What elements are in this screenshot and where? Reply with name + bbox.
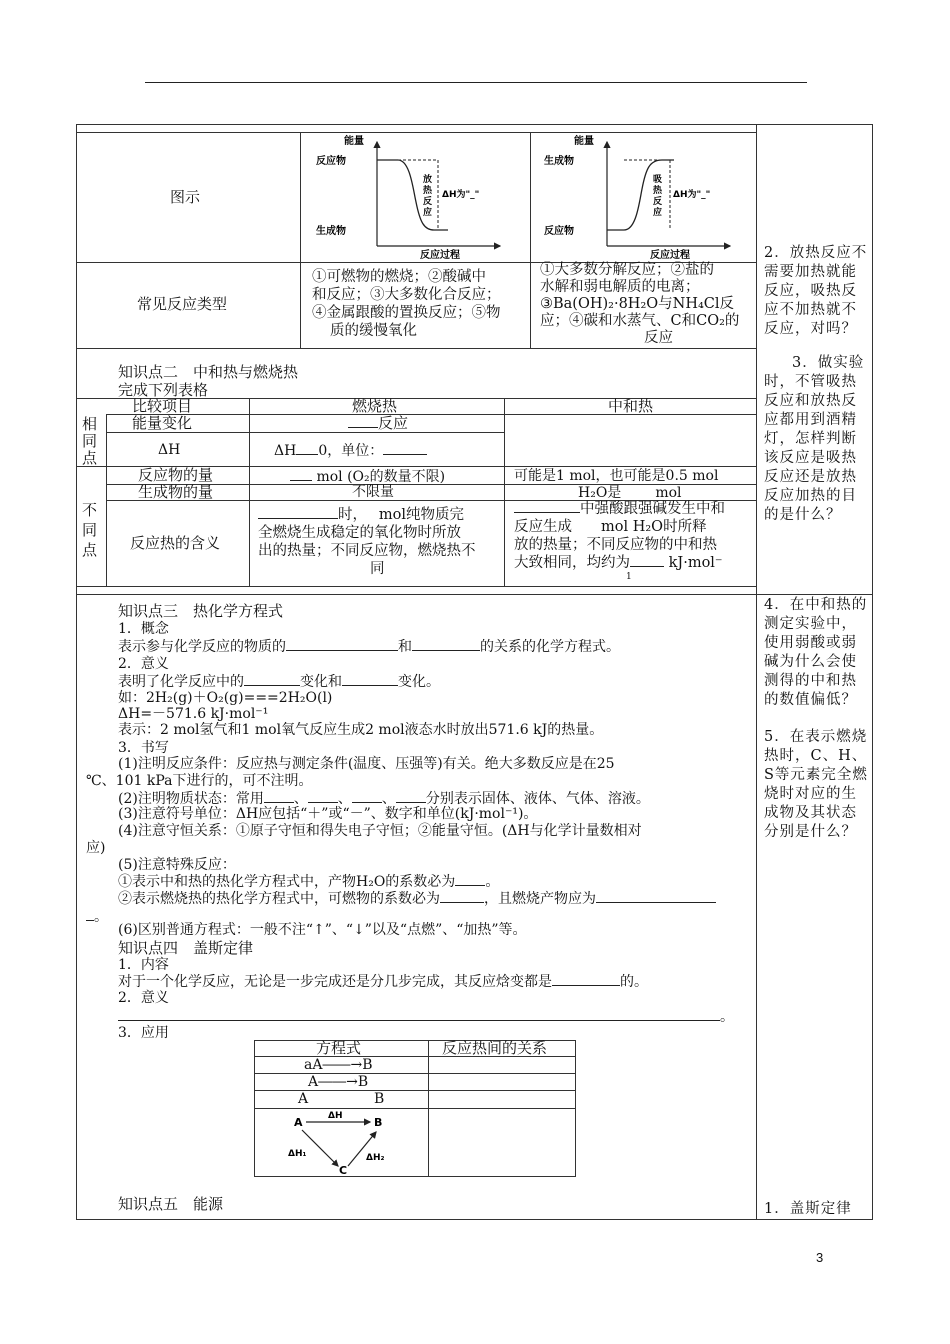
section3-title: 知识点三 热化学方程式 (118, 602, 284, 620)
neutralization-heat-meaning: 中强酸跟强碱发生中和 反应生成 mol H₂O时所释 放的热量；不同反应物的中和热 大致相同，均约为 kJ·mol⁻ 1 (514, 501, 725, 582)
s4-meaning-heading: 2．意义 (118, 990, 169, 1006)
svg-text:热: 热 (653, 186, 663, 196)
exo-delta-h: ΔH为"_" (442, 190, 480, 200)
neutralization-reactant-amount: 可能是1 mol，也可能是0.5 mol (514, 468, 719, 484)
s3-concept-text: 表示参与化学反应的物质的 和 的关系的化学方程式。 (118, 639, 620, 655)
svg-text:ΔH₂: ΔH₂ (366, 1153, 385, 1163)
side-question-4: 4．在中和热的测定实验中，使用弱酸或弱碱为什么会使测得的中和热的数值偏低？ (764, 597, 868, 708)
side-question-5: 5．在表示燃烧热时，C、H、S等元素完全燃烧时对应的生成物及其状态分别是什么？ (764, 729, 868, 840)
page-number: 3 (816, 1250, 824, 1265)
s3-rule-3: (3)注意符号单位：ΔH应包括“＋”或“－”、数字和单位(kJ·mol⁻¹)。 (118, 806, 538, 822)
exothermic-energy-diagram (310, 134, 525, 260)
svg-text:B: B (374, 1116, 383, 1129)
hess-eq-3-b: B (374, 1091, 385, 1107)
s3-concept-heading: 1．概念 (118, 621, 169, 637)
header-combustion-heat: 燃烧热 (352, 397, 398, 415)
section5-title: 知识点五 能源 (118, 1195, 224, 1213)
row-heat-meaning: 反应热的含义 (130, 534, 221, 552)
s3-example-explanation: 表示：2 mol氢气和1 mol氧气反应生成2 mol液态水时放出571.6 kJ的热量。 (118, 722, 604, 738)
svg-text:吸: 吸 (653, 175, 663, 185)
svg-text:A: A (294, 1116, 303, 1129)
combustion-product-amount: 不限量 (352, 484, 394, 500)
svg-text:放: 放 (423, 175, 433, 185)
svg-text:应: 应 (653, 208, 663, 218)
same-points-label: 相同点 (82, 415, 98, 467)
s3-meaning-text: 表明了化学反应中的 变化和 变化。 (118, 674, 440, 690)
exo-bottom-label: 生成物 (316, 226, 346, 237)
section2-title: 知识点二 中和热与燃烧热 (118, 363, 299, 381)
side-column-divider (756, 124, 757, 1220)
combustion-heat-meaning: 时， mol纯物质完 全燃烧生成稳定的氧化物时所放 出的热量；不同反应物，燃烧热不 同 (258, 507, 476, 577)
s4-content-text: 对于一个化学反应，无论是一步完成还是分几步完成，其反应焓变都是 的。 (118, 974, 648, 990)
neutralization-product-amount: H₂O是 mol (578, 485, 682, 501)
side-question-2: 2．放热反应不需要加热就能反应，吸热反应不加热就不反应，对吗？ (764, 245, 868, 337)
section4-title: 知识点四 盖斯定律 (118, 939, 254, 957)
endo-y-axis: 能量 (574, 136, 594, 147)
header-compare-item: 比较项目 (132, 397, 193, 415)
combustion-reactant-amount: mol (O₂的数量不限) (290, 468, 445, 485)
s4-content-heading: 1．内容 (118, 957, 169, 973)
svg-text:应: 应 (423, 208, 433, 218)
hess-header-relation: 反应热间的关系 (442, 1039, 548, 1057)
hess-triangle-diagram (284, 1110, 404, 1176)
svg-text:C: C (339, 1164, 348, 1176)
s3-rule-4: (4)注意守恒关系：①原子守恒和得失电子守恒；②能量守恒。(ΔH与化学计量数相对 (118, 823, 642, 839)
s3-rule-5: (5)注意特殊反应： (118, 857, 236, 873)
s3-rule-6: (6)区别普通方程式：一般不注“↑”、“↓”以及“点燃”、“加热”等。 (118, 922, 527, 938)
svg-text:ΔH₁: ΔH₁ (288, 1149, 307, 1159)
s3-meaning-heading: 2．意义 (118, 656, 169, 672)
row-energy-change-value: 反应 (348, 415, 408, 431)
endothermic-energy-diagram (540, 134, 752, 260)
row-delta-h-value: ΔH 0，单位： (274, 442, 427, 459)
section2-subtitle: 完成下列表格 (118, 381, 209, 399)
svg-text:反: 反 (423, 197, 433, 207)
svg-text:反: 反 (653, 197, 663, 207)
different-points-label: 不同点 (82, 501, 98, 559)
side-note-hess-law: 1．盖斯定律 (764, 1201, 852, 1217)
svg-text:ΔH: ΔH (328, 1111, 343, 1121)
row-delta-h: ΔH (158, 442, 181, 458)
s3-rule-5-2: ②表示燃烧热的热化学方程式中，可燃物的系数必为 ，且燃烧产物应为 (118, 890, 716, 907)
header-neutralization-heat: 中和热 (608, 397, 654, 415)
s3-rule-5-1: ①表示中和热的热化学方程式中，产物H₂O的系数必为 。 (118, 874, 500, 890)
exo-y-axis: 能量 (344, 136, 364, 147)
s3-rule-5-2-end: 。 (86, 908, 108, 925)
hess-eq-2: A――→B (308, 1074, 369, 1090)
exothermic-reaction-types: ①可燃物的燃烧；②酸碱中 和反应；③大多数化合反应； ④金属跟酸的置换反应；⑤物 质的缓慢氧化 (312, 269, 501, 339)
endo-x-axis: 反应过程 (650, 250, 690, 260)
side-question-3: 3．做实验时，不管吸热反应和放热反应都用到酒精灯，怎样判断该反应是吸热反应还是放热反应加热的目的是什么？ (764, 355, 865, 523)
s3-rule-1-cont: ℃、101 kPa下进行的，可不注明。 (86, 773, 313, 789)
row-reactant-amount: 反应物的量 (138, 466, 214, 484)
reaction-types-label: 常见反应类型 (137, 295, 228, 313)
s3-rule-1: (1)注明反应条件：反应热与测定条件(温度、压强等)有关。绝大多数反应是在25 (118, 756, 615, 772)
endothermic-reaction-types: ①大多数分解反应；②盐的 水解和弱电解质的电离； ③Ba(OH)₂·8H₂O与NH₄Cl反 应；④碳和水蒸气、C和CO₂的 反应 (540, 262, 740, 346)
s3-writing-heading: 3．书写 (118, 740, 169, 756)
s4-application-heading: 3．应用 (118, 1025, 169, 1041)
hess-eq-3-a: A (298, 1091, 309, 1107)
exo-x-axis: 反应过程 (420, 250, 460, 260)
endo-delta-h: ΔH为"_" (673, 190, 711, 200)
hess-eq-1: aA――→B (304, 1057, 373, 1073)
row-product-amount: 生成物的量 (138, 483, 214, 501)
s3-example-delta-h: ΔH=－571.6 kJ·mol⁻¹ (118, 706, 269, 722)
svg-text:热: 热 (423, 186, 433, 196)
endo-top-label: 生成物 (544, 156, 574, 167)
endo-bottom-label: 反应物 (544, 226, 574, 237)
header-rule (145, 82, 807, 83)
s3-rule-4-cont: 应) (86, 840, 106, 856)
s4-meaning-blank: 。 (118, 1008, 734, 1025)
diagram-label: 图示 (170, 188, 201, 206)
row-energy-change: 能量变化 (132, 414, 193, 432)
exo-top-label: 反应物 (316, 156, 346, 167)
s3-rule-2: (2)注明物质状态：常用 、 、 、 分别表示固体、液体、气体、溶液。 (118, 791, 650, 807)
hess-header-equation: 方程式 (316, 1039, 362, 1057)
s3-example-equation: 如：2H₂(g)＋O₂(g)===2H₂O(l) (118, 690, 333, 706)
